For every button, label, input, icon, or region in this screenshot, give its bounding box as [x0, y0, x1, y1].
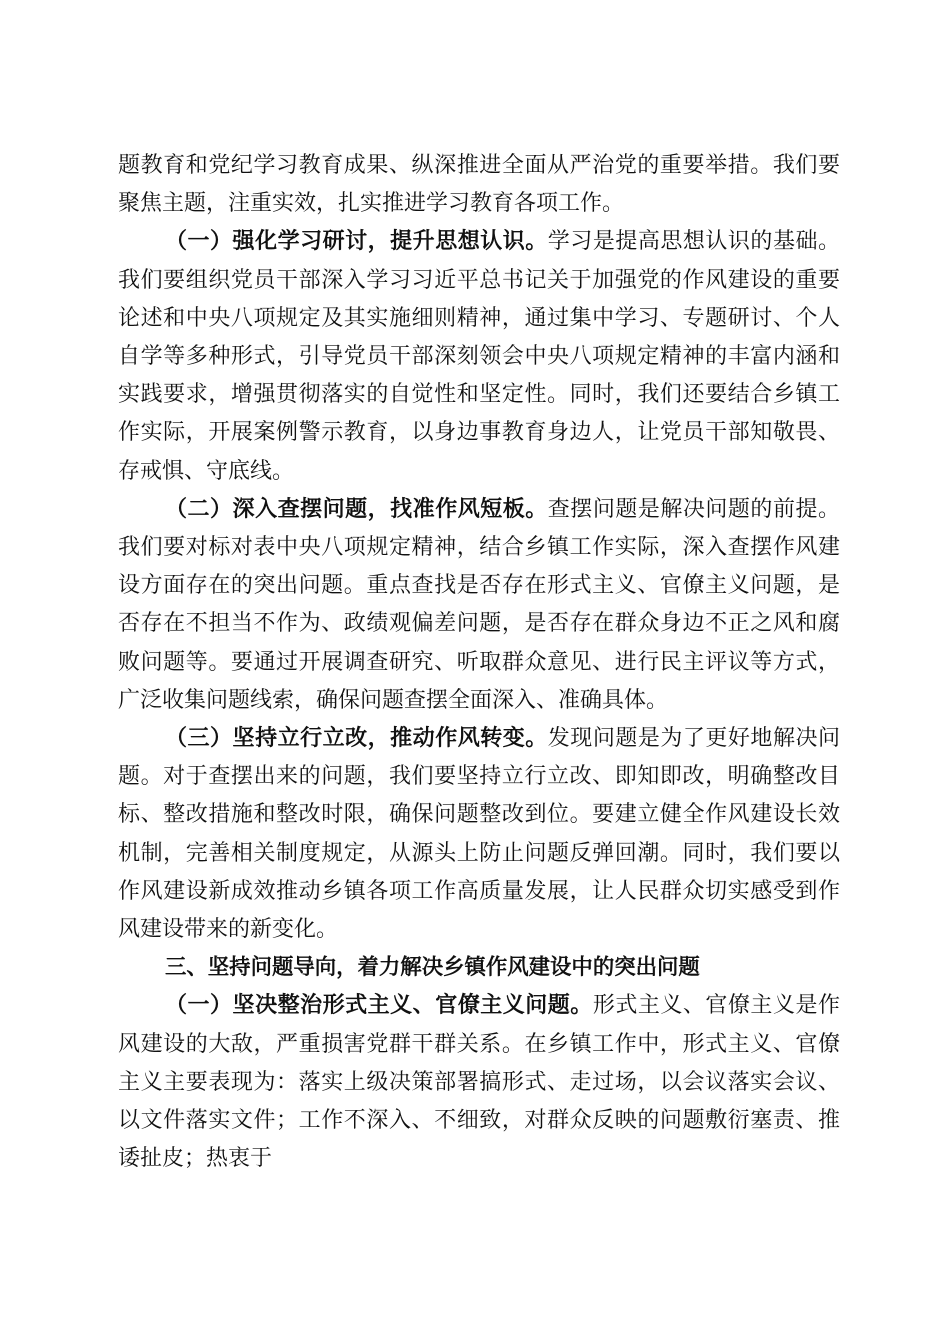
paragraph-text: 学习是提高思想认识的基础。我们要组织党员干部深入学习习近平总书记关于加强党的作风建设的重要论述和中央八项规定及其实施细则精神，通过集中学习、专题研讨、个人自学等多种形式，引导党员干部深刻领会中央八项规定精神的丰富内涵和实践要求，增强贯彻落实的自觉性和坚定性。同时，我们还要结合乡镇工作实际，开展案例警示教育，以身边事教育身边人，让党员干部知敬畏、存戒惧、守底线。: [118, 229, 840, 484]
section-heading: 三、坚持问题导向，着力解决乡镇作风建设中的突出问题: [165, 955, 700, 981]
paragraph-lead: （二）深入查摆问题，找准作风短板。: [165, 496, 548, 522]
document-body: [118, 147, 840, 1178]
paragraph-text: 查摆问题是解决问题的前提。我们要对标对表中央八项规定精神，结合乡镇工作实际，深入查摆作风建设方面存在的突出问题。重点查找是否存在形式主义、官僚主义问题，是否存在不担当不作为、政绩观偏差问题，是否存在群众身边不正之风和腐败问题等。要通过开展调查研究、听取群众意见、进行民主评议等方式，广泛收集问题线索，确保问题查摆全面深入、准确具体。: [118, 496, 840, 713]
paragraph-lead: （一）坚决整治形式主义、官僚主义问题。: [165, 993, 593, 1019]
paragraph-problems: [118, 491, 840, 720]
paragraph-lead: （三）坚持立行立改，推动作风转变。: [165, 726, 548, 752]
paragraph-text: 题教育和党纪学习教育成果、纵深推进全面从严治党的重要举措。我们要聚焦主题，注重实效，扎实推进学习教育各项工作。: [118, 153, 840, 217]
paragraph-text: 发现问题是为了更好地解决问题。对于查摆出来的问题，我们要坚持立行立改、即知即改，明确整改目标、整改措施和整改时限，确保问题整改到位。要建立健全作风建设长效机制，完善相关制度规定，从源头上防止问题反弹回潮。同时，我们要以作风建设新成效推动乡镇各项工作高质量发展，让人民群众切实感受到作风建设带来的新变化。: [118, 726, 840, 943]
paragraph-text: 形式主义、官僚主义是作风建设的大敌，严重损害党群干群关系。在乡镇工作中，形式主义、官僚主义主要表现为：落实上级决策部署搞形式、走过场，以会议落实会议、以文件落实文件；工作不深入、不细致，对群众反映的问题敷衍塞责、推诿扯皮；热衷于: [118, 993, 840, 1172]
paragraph-study: [118, 223, 840, 490]
paragraph-continued: [118, 147, 840, 223]
paragraph-lead: （一）强化学习研讨，提升思想认识。: [165, 229, 548, 255]
paragraph-rectify: [118, 720, 840, 949]
paragraph-formalism: [118, 987, 840, 1178]
